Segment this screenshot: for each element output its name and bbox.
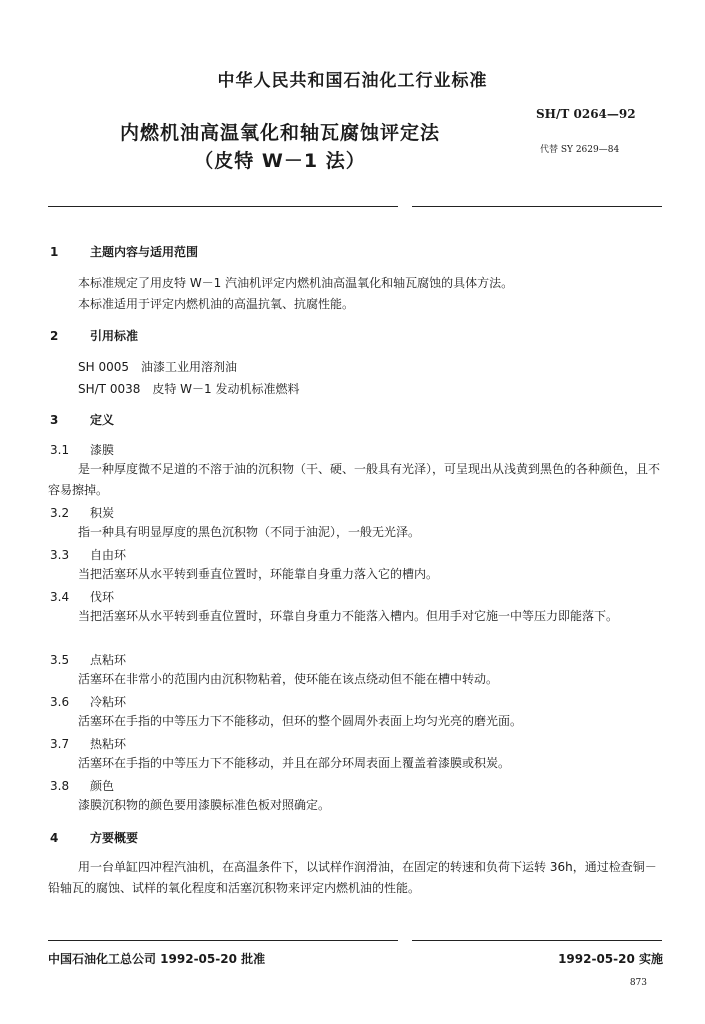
- definition-3-5-heading: [50, 651, 126, 668]
- definition-3-6-text: 活塞环在手指的中等压力下不能移动，但环的整个圆周外表面上均匀光亮的磨光面。: [78, 714, 523, 728]
- implementation-date: 1992-05-20 实施: [558, 952, 663, 966]
- header-rule-left: [48, 206, 398, 207]
- definition-term: 漆膜: [90, 443, 115, 457]
- section-number: 1: [50, 245, 59, 259]
- section-number: 3: [50, 413, 59, 427]
- definition-3-1-heading: [50, 441, 114, 458]
- section-title: 方要概要: [90, 831, 139, 845]
- definition-3-6-heading: [50, 693, 126, 710]
- definition-number: 3.6: [50, 695, 70, 709]
- definition-3-8-text: 漆膜沉积物的颜色要用漆膜标准色板对照确定。: [78, 798, 331, 812]
- section-title: 引用标准: [90, 329, 139, 343]
- section-1-heading: [50, 243, 198, 260]
- definition-3-7-heading: [50, 735, 126, 752]
- definition-3-7-text: 活塞环在手指的中等压力下不能移动，并且在部分环周表面上覆盖着漆膜或积炭。: [78, 756, 511, 770]
- approval-statement: 中国石油化工总公司 1992-05-20 批准: [48, 952, 266, 966]
- definition-term: 点粘环: [90, 653, 127, 667]
- page-number: 873: [629, 978, 647, 988]
- definition-number: 3.5: [50, 653, 70, 667]
- definition-number: 3.2: [50, 506, 70, 520]
- section-2-heading: [50, 327, 138, 344]
- definition-term: 伐环: [90, 590, 115, 604]
- section-number: 4: [50, 831, 59, 845]
- reference-standard-2: SH/T 0038 皮特 W－1 发动机标准燃料: [78, 382, 300, 396]
- section-1-paragraph-2: 本标准适用于评定内燃机油的高温抗氧、抗腐性能。: [78, 297, 355, 311]
- definition-number: 3.1: [50, 443, 70, 457]
- definition-number: 3.7: [50, 737, 70, 751]
- definition-number: 3.4: [50, 590, 70, 604]
- section-4-text: 用一台单缸四冲程汽油机，在高温条件下，以试样作润滑油，在固定的转速和负荷下运转 36h，通过检查铜－铅轴瓦的腐蚀、试样的氧化程度和活塞沉积物来评定内燃机油的性能。: [48, 860, 657, 895]
- definition-3-3-text: 当把活塞环从水平转到垂直位置时，环能靠自身重力落入它的槽内。: [78, 567, 439, 581]
- definition-term: 冷粘环: [90, 695, 127, 709]
- definition-3-4-text: 当把活塞环从水平转到垂直位置时，环靠自身重力不能落入槽内。但用手对它施一中等压力即能落下。: [78, 609, 619, 623]
- section-number: 2: [50, 329, 59, 343]
- reference-standard-1: SH 0005 油漆工业用溶剂油: [78, 360, 237, 374]
- definition-term: 颜色: [90, 779, 115, 793]
- footer-rule-right: [412, 940, 662, 941]
- replaces-standard: 代替 SY 2629—84: [540, 145, 620, 155]
- definition-3-8-heading: [50, 777, 114, 794]
- section-4-heading: [50, 829, 138, 846]
- footer-rule-left: [48, 940, 398, 941]
- definition-3-2-text: 指一种具有明显厚度的黑色沉积物（不同于油泥），一般无光泽。: [78, 525, 421, 539]
- section-3-heading: [50, 411, 114, 428]
- definition-term: 热粘环: [90, 737, 127, 751]
- definition-3-3-heading: [50, 546, 126, 563]
- definition-3-2-heading: [50, 504, 114, 521]
- issuing-standard-org: 中华人民共和国石油化工行业标准: [217, 71, 488, 91]
- definition-term: 自由环: [90, 548, 127, 562]
- document-subtitle: （皮特 W－1 法）: [194, 150, 366, 172]
- definition-term: 积炭: [90, 506, 115, 520]
- definition-number: 3.8: [50, 779, 70, 793]
- definition-3-1-text: 是一种厚度微不足道的不溶于油的沉积物（干、硬、一般具有光泽），可呈现出从浅黄到黑色的各种颜色，且不容易擦掉。: [48, 462, 661, 497]
- definition-3-5-text: 活塞环在非常小的范围内由沉积物粘着，使环能在该点绕动但不能在槽中转动。: [78, 672, 499, 686]
- definition-3-4-heading: [50, 588, 114, 605]
- definition-number: 3.3: [50, 548, 70, 562]
- header-rule-right: [412, 206, 662, 207]
- section-1-paragraph-1: 本标准规定了用皮特 W－1 汽油机评定内燃机油高温氧化和轴瓦腐蚀的具体方法。: [78, 276, 514, 290]
- section-title: 主题内容与适用范围: [90, 245, 199, 259]
- document-title: 内燃机油高温氧化和轴瓦腐蚀评定法: [119, 122, 440, 144]
- standard-code: SH/T 0264—92: [536, 107, 636, 121]
- section-title: 定义: [90, 413, 115, 427]
